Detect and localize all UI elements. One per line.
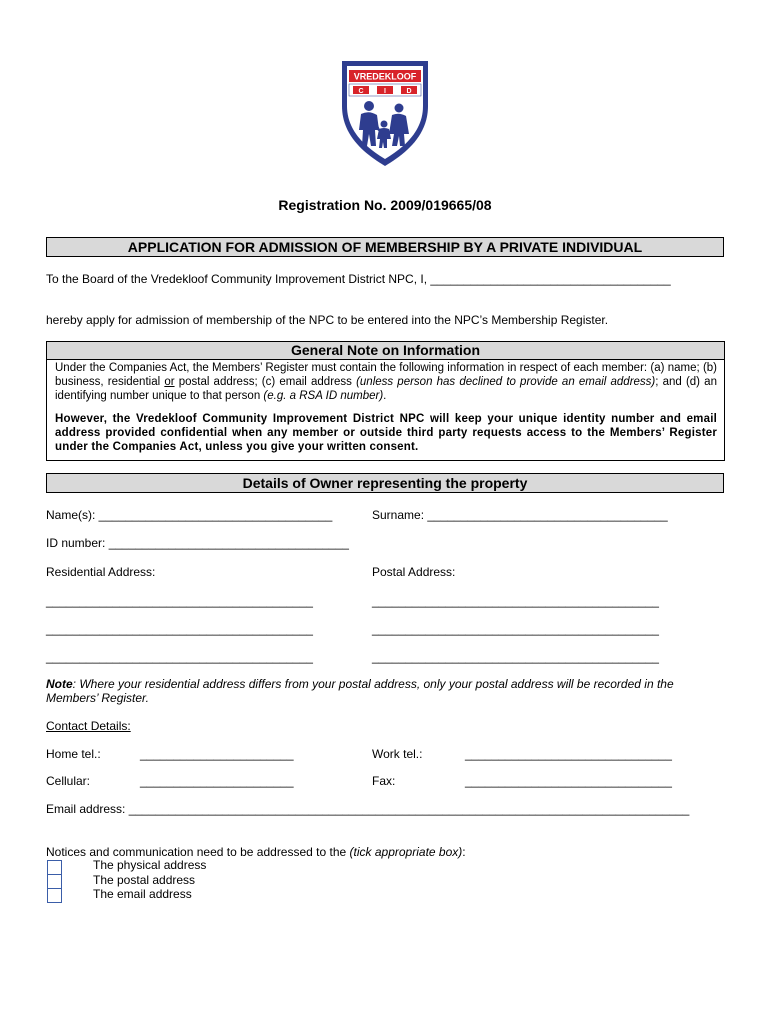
vredekloof-cid-logo xyxy=(339,58,431,168)
details-heading: Details of Owner representing the property xyxy=(46,473,724,493)
cellular-field[interactable]: _______________________ xyxy=(140,774,294,788)
note-text-a: Under the Companies Act, the Members’ Register must contain the following information in respect of each member: (a) name; (b) business, residential xyxy=(55,362,717,388)
home-tel-label: Home tel.: xyxy=(46,747,101,761)
general-note-box xyxy=(46,341,725,461)
id-number-field[interactable]: ID number: ____________________________________ xyxy=(46,536,349,550)
residential-address-line-3[interactable]: ________________________________________ xyxy=(46,650,313,664)
intro-line[interactable]: To the Board of the Vredekloof Community Improvement District NPC, I, ____________________________________ xyxy=(46,272,671,286)
logo-letter-c: C xyxy=(358,88,364,95)
logo-letter-d: D xyxy=(406,88,412,95)
general-note-body xyxy=(55,361,717,454)
note-text-b: postal address; (c) email address xyxy=(174,376,357,388)
address-note-text: : Where your residential address differs from your postal address, only your postal address will be recorded in the Members’ Register. xyxy=(46,677,674,705)
apply-line: hereby apply for admission of membership of the NPC to be entered into the NPC’s Membership Register. xyxy=(46,313,609,327)
work-tel-field[interactable]: _______________________________ xyxy=(465,747,672,761)
residential-address-line-2[interactable]: ________________________________________ xyxy=(46,622,313,636)
note-text-d: ; and (d) an identifying number unique to that person xyxy=(55,376,717,402)
logo-letter-i: I xyxy=(384,88,386,95)
home-tel-field[interactable]: _______________________ xyxy=(140,747,294,761)
postal-address-checkbox[interactable] xyxy=(47,874,62,889)
postal-address-label: Postal Address: xyxy=(372,565,456,579)
general-note-paragraph xyxy=(55,361,717,403)
note-text-f: . xyxy=(383,390,387,402)
physical-address-checkbox[interactable] xyxy=(47,860,62,875)
physical-address-option: The physical address xyxy=(93,858,207,872)
registration-number: Registration No. 2009/019665/08 xyxy=(278,197,492,213)
notices-instruction xyxy=(46,845,466,859)
confidentiality-statement: However, the Vredekloof Community Improvement District NPC will keep your unique identity number and email address provided confidential when any member or outside third party requests access to the Members’ Register under the Companies Act, unless you give your written consent. xyxy=(55,413,717,453)
residential-address-label: Residential Address: xyxy=(46,565,156,579)
postal-address-line-2[interactable]: ___________________________________________ xyxy=(372,622,659,636)
work-tel-label: Work tel.: xyxy=(372,747,423,761)
surname-field[interactable]: Surname: ____________________________________ xyxy=(372,508,668,522)
notices-lead-end: : xyxy=(462,845,466,859)
notices-lead: Notices and communication need to be addressed to the xyxy=(46,845,350,859)
postal-address-line-3[interactable]: ___________________________________________ xyxy=(372,650,659,664)
email-address-field[interactable]: Email address: ____________________________________________________________________________________ xyxy=(46,802,690,816)
contact-details-heading: Contact Details: xyxy=(46,719,131,733)
postal-address-line-1[interactable]: ___________________________________________ xyxy=(372,594,659,608)
fax-label: Fax: xyxy=(372,774,396,788)
general-note-heading: General Note on Information xyxy=(47,342,724,360)
cellular-label: Cellular: xyxy=(46,774,91,788)
fax-field[interactable]: _______________________________ xyxy=(465,774,672,788)
form-title: APPLICATION FOR ADMISSION OF MEMBERSHIP BY A PRIVATE INDIVIDUAL xyxy=(46,237,724,257)
email-address-option: The email address xyxy=(93,887,192,901)
postal-address-option: The postal address xyxy=(93,873,196,887)
note-text-c: (unless person has declined to provide an email address) xyxy=(356,376,656,388)
address-note-label: Note xyxy=(46,677,73,691)
note-text-e: (e.g. a RSA ID number) xyxy=(263,390,384,402)
names-field[interactable]: Name(s): ___________________________________ xyxy=(46,508,333,522)
residential-address-line-1[interactable]: ________________________________________ xyxy=(46,594,313,608)
note-text-or: or xyxy=(164,376,175,388)
notices-lead-italic: (tick appropriate box) xyxy=(349,845,463,859)
logo-top-text: VREDEKLOOF xyxy=(353,71,417,82)
email-address-checkbox[interactable] xyxy=(47,888,62,903)
address-note xyxy=(46,677,726,705)
